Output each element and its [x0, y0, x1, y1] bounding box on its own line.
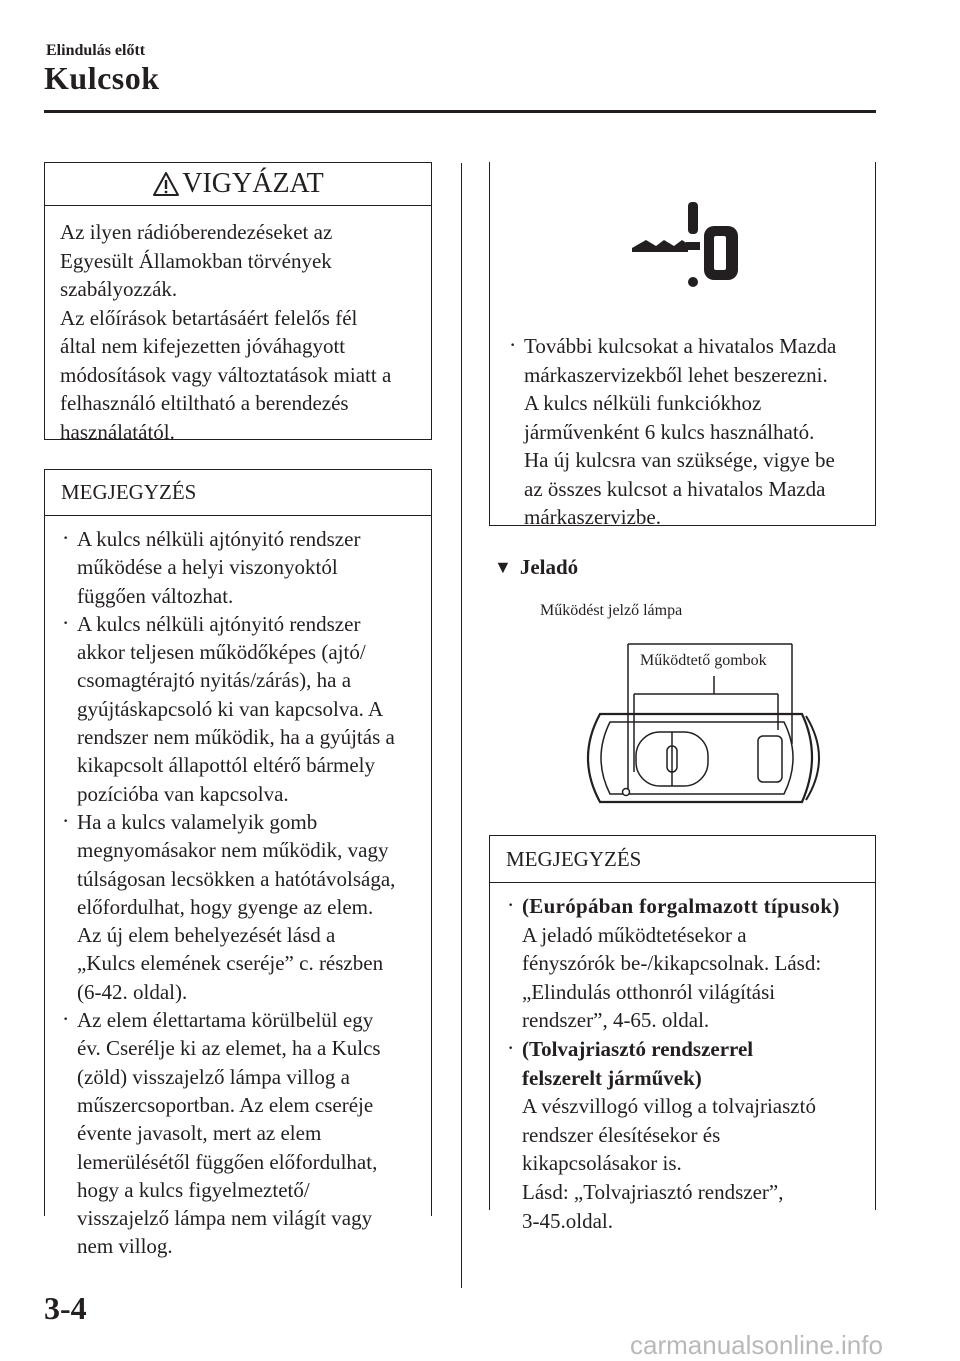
warning-line: Egyesült Államokban törvények	[60, 248, 332, 273]
text-line: · A kulcs nélküli ajtónyitó rendszer	[77, 527, 361, 551]
text-line: „Kulcs elemének cseréje” c. részben	[77, 951, 384, 976]
text-line: akkor teljesen működőképes (ajtó/	[77, 640, 366, 665]
note-item-title: · (Tolvajriasztó rendszerrel	[522, 1036, 754, 1061]
note-header	[490, 836, 875, 883]
warning-header	[45, 163, 431, 206]
key-warning-icon	[630, 200, 750, 290]
note-item-title: felszerelt járművek)	[522, 1065, 702, 1090]
text-line: márkaszervizekből lehet beszerezni.	[524, 362, 828, 387]
warning-box	[44, 162, 432, 444]
warning-line: Az ilyen rádióberendezéseket az	[60, 220, 333, 244]
note-title: MEGJEGYZÉS	[506, 846, 642, 871]
callout-lamp-label: Működést jelző lámpa	[540, 602, 683, 619]
text-line: hogy a kulcs figyelmeztető/	[77, 1177, 310, 1202]
warning-line: felhasználó eltiltható a berendezés	[60, 391, 349, 415]
text-line: A kulcs nélküli funkciókhoz	[524, 391, 762, 415]
text-line: visszajelző lámpa nem világít vagy	[77, 1206, 373, 1231]
warning-line: módosítások vagy változtatások miatt a	[60, 362, 392, 387]
note-bullet	[502, 892, 865, 1035]
text-line: az összes kulcsot a hivatalos Mazda	[524, 476, 826, 501]
text-line: járművenként 6 kulcs használható.	[524, 419, 815, 444]
text-line: év. Cserélje ki az elemet, ha a Kulcs	[77, 1036, 381, 1061]
transmitter-heading	[494, 555, 578, 580]
column-divider	[461, 163, 462, 1288]
text-line: túlságosan lecsökken a hatótávolsága,	[77, 866, 396, 891]
watermark: carmanualsonline.info	[630, 1330, 883, 1360]
text-line: működése a helyi viszonyoktól	[77, 555, 338, 580]
text-line: rendszer nem működik, ha a gyújtás a	[77, 725, 395, 750]
note-box-left	[44, 469, 432, 1259]
note-bullet	[57, 610, 421, 808]
text-line: pozícióba van kapcsolva.	[77, 781, 289, 806]
text-line: (zöld) visszajelző lámpa villog a	[77, 1064, 350, 1089]
text-line: függően változhat.	[77, 583, 234, 608]
note-item-title: · (Európában forgalmazott típusok)	[522, 894, 840, 918]
note-bullet	[57, 1006, 421, 1261]
chapter-title: Kulcsok	[44, 60, 160, 96]
text-line: 3-45.oldal.	[522, 1208, 613, 1233]
text-line: A jeladó működtetésekor a	[522, 922, 747, 947]
text-line: „Elindulás otthonról világítási	[522, 979, 776, 1004]
transmitter-heading-text: Jeladó	[519, 555, 579, 579]
text-line: Lásd: „Tolvajriasztó rendszer”,	[522, 1179, 784, 1204]
header-rule	[44, 110, 876, 113]
text-line: előfordulhat, hogy gyenge az elem.	[77, 894, 374, 919]
note-header	[45, 470, 431, 516]
text-line: nem villog.	[77, 1234, 173, 1259]
triangle-down-icon: ▼	[494, 557, 512, 577]
text-line: kikapcsolásakor is.	[522, 1151, 682, 1176]
note-box-right	[489, 835, 876, 1233]
callout-buttons-label: Működtető gombok	[640, 652, 767, 669]
text-line: · Ha a kulcs valamelyik gomb	[77, 809, 318, 834]
text-line: · További kulcsokat a hivatalos Mazda	[524, 334, 837, 358]
note-body	[490, 883, 875, 1235]
text-line: rendszer élesítésekor és	[522, 1122, 721, 1147]
warning-line: használatától.	[60, 419, 175, 444]
text-line: rendszer”, 4-65. oldal.	[522, 1008, 710, 1033]
text-line: A vészvillogó villog a tolvajriasztó	[522, 1094, 816, 1119]
key-note-bullet	[504, 332, 865, 532]
note-body	[45, 516, 431, 1261]
key-note-box	[489, 162, 876, 529]
text-line: márkaszervizbe.	[524, 505, 662, 529]
text-line: évente javasolt, mert az elem	[77, 1121, 322, 1146]
text-line: Ha új kulcsra van szüksége, vigye be	[524, 448, 835, 472]
text-line: · Az elem élettartama körülbelül egy	[77, 1008, 374, 1033]
key-fob-illustration	[570, 620, 830, 830]
text-line: megnyomásakor nem működik, vagy	[77, 838, 389, 863]
text-line: (6-42. oldal).	[77, 979, 188, 1004]
text-line: kikapcsolt állapottól eltérő bármely	[77, 753, 375, 778]
warning-triangle-icon	[152, 171, 180, 197]
warning-line: szabályozzák.	[60, 277, 178, 301]
note-bullet	[502, 1035, 865, 1235]
section-label: Elindulás előtt	[46, 42, 146, 59]
note-bullet	[57, 525, 421, 610]
text-line: fényszórók be-/kikapcsolnak. Lásd:	[522, 951, 822, 976]
warning-text	[45, 206, 431, 446]
note-title: MEGJEGYZÉS	[61, 480, 197, 504]
text-line: Az új elem behelyezését lásd a	[77, 923, 336, 948]
warning-line: által nem kifejezetten jóváhagyott	[60, 334, 346, 358]
note-bullet	[57, 808, 421, 1006]
warning-title: VIGYÁZAT	[182, 168, 324, 199]
text-line: csomagtérajtó nyitás/zárás), ha a	[77, 668, 352, 693]
key-note-text	[504, 332, 865, 532]
text-line: · A kulcs nélküli ajtónyitó rendszer	[77, 611, 361, 636]
warning-line: Az előírások betartásáért felelős fél	[60, 305, 358, 330]
page-number: 3-4	[44, 1290, 87, 1326]
text-line: lemerülésétől függően előfordulhat,	[77, 1149, 378, 1174]
text-line: gyújtáskapcsoló ki van kapcsolva. A	[77, 696, 384, 721]
text-line: műszercsoportban. Az elem cseréje	[77, 1092, 374, 1117]
